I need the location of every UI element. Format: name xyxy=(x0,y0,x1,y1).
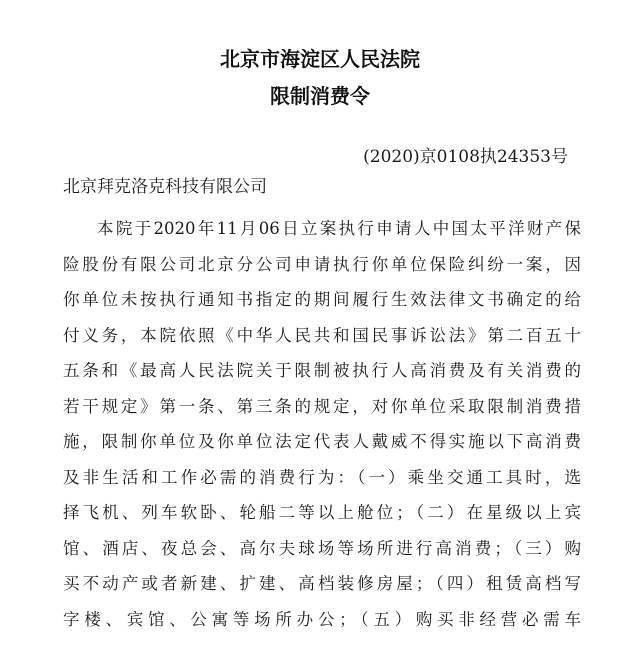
body-line: 择飞机、列车软卧、轮船二等以上舱位；（二）在星级以上宾 xyxy=(63,503,581,522)
body-line: 险股份有限公司北京分公司申请执行你单位保险纠纷一案，因 xyxy=(63,254,581,274)
body-line: 字楼、宾馆、公寓等场所办公；（五）购买非经营必需车 xyxy=(63,609,581,629)
document-title: 限制消费令 xyxy=(270,84,370,108)
body-line: 买不动产或者新建、扩建、高档装修房屋；（四）租赁高档写 xyxy=(63,574,581,593)
body-line: 馆、酒店、夜总会、高尔夫球场等场所进行高消费；（三）购 xyxy=(63,538,581,558)
court-name: 北京市海淀区人民法院 xyxy=(220,47,420,71)
case-number: (2020)京0108执24353号 xyxy=(363,147,568,167)
body-line: 你单位未按执行通知书指定的期间履行生效法律文书确定的给 xyxy=(63,290,581,309)
body-line: 本院于2020年11月06日立案执行申请人中国太平洋财产保 xyxy=(97,219,581,238)
order-body xyxy=(63,211,581,637)
body-line: 付义务，本院依照《中华人民共和国民事诉讼法》第二百五十 xyxy=(63,325,581,345)
recipient: 北京拜克洛克科技有限公司 xyxy=(63,177,267,197)
body-line: 施，限制你单位及你单位法定代表人戴威不得实施以下高消费 xyxy=(63,432,581,451)
body-line: 及非生活和工作必需的消费行为：（一）乘坐交通工具时，选 xyxy=(63,467,581,487)
body-line: 若干规定》第一条、第三条的规定，对你单位采取限制消费措 xyxy=(63,396,581,416)
body-line: 五条和《最高人民法院关于限制被执行人高消费及有关消费的 xyxy=(63,361,581,380)
